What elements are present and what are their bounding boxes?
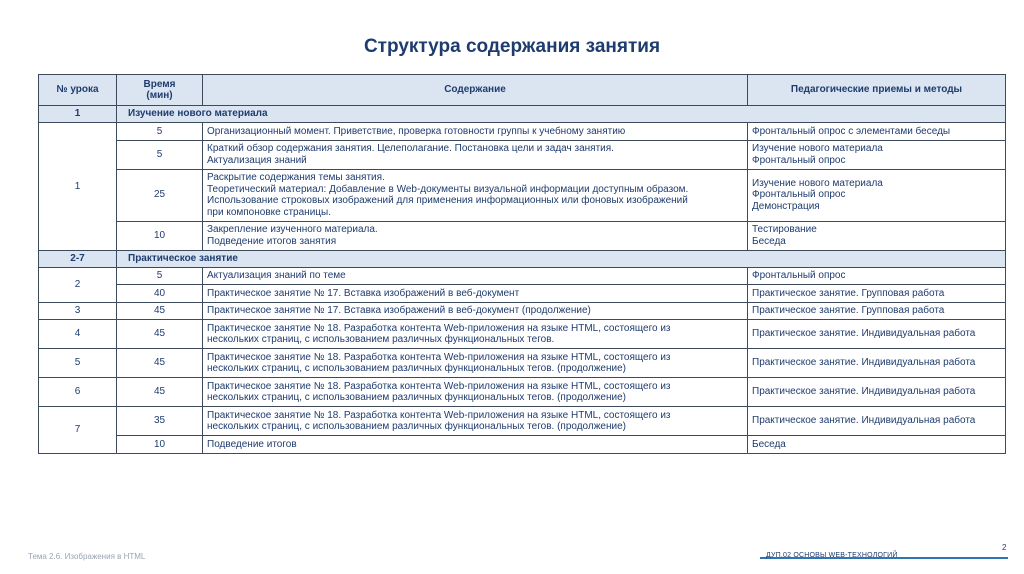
table-row: [39, 436, 1006, 454]
content-cell: [203, 123, 748, 141]
header-time: Время (мин): [117, 75, 203, 106]
section-label: Изучение нового материала: [117, 106, 1006, 123]
methods-cell: [748, 407, 1006, 436]
content-line: Раскрытие содержания темы занятия.: [207, 172, 385, 183]
content-line: Практическое занятие № 18. Разработка контента Web-приложения на языке HTML, состоящего из: [207, 322, 671, 334]
lesson-number-cell: 4: [39, 320, 117, 349]
methods-cell: [748, 302, 1006, 320]
methods-cell: [748, 436, 1006, 454]
methods-line: Фронтальный опрос: [752, 270, 846, 281]
lesson-number-cell: 6: [39, 378, 117, 407]
methods-cell: [748, 140, 1006, 169]
methods-line: Практическое занятие. Индивидуальная работа: [752, 415, 976, 427]
methods-line: Демонстрация: [752, 200, 820, 212]
content-cell: [203, 302, 748, 320]
content-cell: [203, 436, 748, 454]
time-cell: 35: [117, 407, 203, 436]
content-line: нескольких страниц, с использованием различных функциональных тегов. (продолжение): [207, 421, 626, 432]
header-content: Содержание: [203, 75, 748, 106]
time-cell: 25: [117, 169, 203, 221]
methods-line: Изучение нового материала: [752, 177, 883, 189]
section-row: [39, 250, 1006, 267]
methods-line: Фронтальный опрос с элементами беседы: [752, 125, 951, 137]
content-line: Практическое занятие № 18. Разработка контента Web-приложения на языке HTML, состоящего из: [207, 351, 671, 363]
table-row: [39, 140, 1006, 169]
content-line: Организационный момент. Приветствие, проверка готовности группы к учебному занятию: [207, 125, 626, 137]
table-row: [39, 221, 1006, 250]
header-methods: Педагогические приемы и методы: [748, 75, 1006, 106]
content-line: Теоретический материал: Добавление в Web-документы визуальной информации доступным образом.: [207, 183, 689, 195]
table-body: [39, 106, 1006, 454]
section-number: 1: [39, 106, 117, 123]
content-line: нескольких страниц, с использованием различных функциональных тегов. (продолжение): [207, 363, 626, 374]
table-row: [39, 407, 1006, 436]
content-cell: [203, 349, 748, 378]
methods-line: Практическое занятие. Групповая работа: [752, 287, 945, 299]
lesson-number-cell: 1: [39, 123, 117, 251]
methods-cell: [748, 378, 1006, 407]
table-row: [39, 285, 1006, 303]
page-title: Структура содержания занятия: [363, 36, 661, 57]
methods-line: Практическое занятие. Групповая работа: [752, 305, 945, 316]
methods-line: Фронтальный опрос: [752, 154, 846, 166]
methods-line: Беседа: [752, 235, 786, 247]
content-line: Использование строковых изображений для применения информационных или фоновых изображений: [207, 195, 688, 206]
table-row: [39, 378, 1006, 407]
methods-cell: [748, 123, 1006, 141]
methods-line: Фронтальный опрос: [752, 189, 846, 201]
content-line: Краткий обзор содержания занятия. Целеполагание. Постановка цели и задач занятия.: [207, 143, 614, 154]
content-line: Актуализация знаний: [207, 154, 307, 166]
time-cell: 5: [117, 140, 203, 169]
table-row: [39, 302, 1006, 320]
content-line: Практическое занятие № 18. Разработка контента Web-приложения на языке HTML, состоящего из: [207, 409, 671, 421]
content-line: Закрепление изученного материала.: [207, 224, 378, 235]
content-cell: [203, 285, 748, 303]
content-cell: [203, 140, 748, 169]
methods-line: Изучение нового материала: [752, 143, 883, 154]
time-cell: 45: [117, 302, 203, 320]
section-number: 2-7: [39, 250, 117, 267]
content-line: при компоновке страницы.: [207, 206, 331, 218]
table-row: [39, 349, 1006, 378]
footer-topic: Тема 2.6. Изображения в HTML: [28, 552, 146, 561]
table-header-row: [39, 75, 1006, 106]
table-row: [39, 320, 1006, 349]
content-line: Подведение итогов: [207, 438, 297, 450]
table-row: [39, 169, 1006, 221]
content-cell: [203, 320, 748, 349]
lesson-number-cell: 7: [39, 407, 117, 454]
content-line: Актуализация знаний по теме: [207, 270, 346, 281]
content-line: нескольких страниц, с использованием различных функциональных тегов.: [207, 334, 555, 345]
footer-course: ДУП.02 ОСНОВЫ WEB-ТЕХНОЛОГИЙ: [766, 552, 898, 559]
time-cell: 5: [117, 123, 203, 141]
methods-cell: [748, 169, 1006, 221]
methods-cell: [748, 285, 1006, 303]
time-cell: 45: [117, 349, 203, 378]
methods-line: Тестирование: [752, 224, 817, 235]
header-lesson-number: № урока: [39, 75, 117, 106]
content-line: Практическое занятие № 18. Разработка контента Web-приложения на языке HTML, состоящего из: [207, 380, 671, 392]
page-number: 2: [1002, 543, 1007, 552]
time-cell: 10: [117, 221, 203, 250]
content-cell: [203, 407, 748, 436]
content-line: Подведение итогов занятия: [207, 235, 337, 247]
table-row: [39, 267, 1006, 285]
content-cell: [203, 267, 748, 285]
time-cell: 40: [117, 285, 203, 303]
section-label: Практическое занятие: [117, 250, 1006, 267]
content-cell: [203, 221, 748, 250]
lesson-number-cell: 5: [39, 349, 117, 378]
lesson-structure-table: [38, 74, 1006, 454]
time-cell: 45: [117, 378, 203, 407]
methods-cell: [748, 349, 1006, 378]
content-cell: [203, 169, 748, 221]
methods-line: Практическое занятие. Индивидуальная работа: [752, 328, 976, 340]
lesson-number-cell: 2: [39, 267, 117, 302]
methods-cell: [748, 267, 1006, 285]
content-line: Практическое занятие № 17. Вставка изображений в веб-документ: [207, 287, 520, 299]
time-cell: 45: [117, 320, 203, 349]
methods-line: Практическое занятие. Индивидуальная работа: [752, 386, 976, 398]
table-row: [39, 123, 1006, 141]
methods-line: Беседа: [752, 438, 786, 450]
methods-line: Практическое занятие. Индивидуальная работа: [752, 357, 976, 369]
time-cell: 5: [117, 267, 203, 285]
content-line: нескольких страниц, с использованием различных функциональных тегов. (продолжение): [207, 392, 626, 403]
methods-cell: [748, 320, 1006, 349]
content-line: Практическое занятие № 17. Вставка изображений в веб-документ (продолжение): [207, 305, 591, 316]
lesson-number-cell: 3: [39, 302, 117, 320]
section-row: [39, 106, 1006, 123]
content-cell: [203, 378, 748, 407]
time-cell: 10: [117, 436, 203, 454]
methods-cell: [748, 221, 1006, 250]
